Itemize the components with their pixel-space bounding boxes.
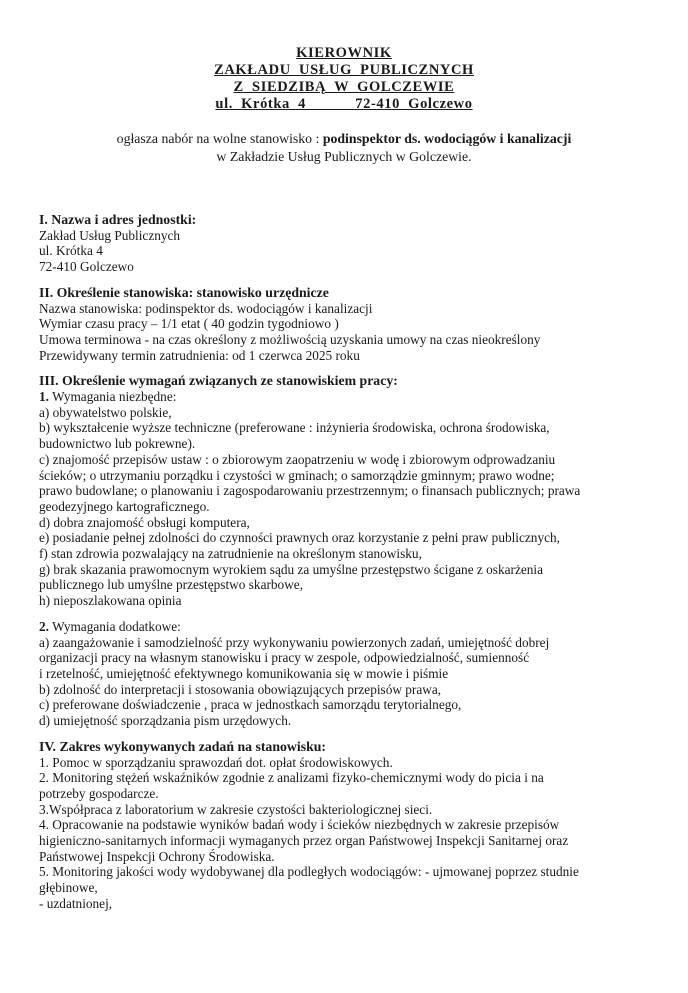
announcement	[0, 130, 688, 166]
task-line: 1. Pomoc w sporządzaniu sprawozdań dot. opłat środowiskowych.	[39, 754, 393, 770]
task-line: higieniczno-sanitarnych informacji wymaganych przez organ Państwowej Inspekcji Sanitarnej oraz	[39, 833, 569, 849]
header-institution: ZAKŁADU USŁUG PUBLICZNYCH	[214, 62, 474, 78]
document-header	[0, 45, 688, 113]
announcement-prefix: ogłasza nabór na wolne stanowisko :	[116, 131, 323, 146]
requirement-line: c) znajomość przepisów ustaw : o zbiorowym zaopatrzeniu w wodę i zbiorowym odprowadzaniu	[39, 451, 556, 467]
task-line: 4. Opracowanie na podstawie wyników badań wody i ścieków niezbędnych w zakresie przepisów	[39, 817, 560, 833]
section-2-line: Umowa terminowa - na czas określony z możliwością uzyskania umowy na czas nieokreślony	[39, 331, 541, 347]
announcement-location: w Zakładzie Usług Publicznych w Golczewie.	[216, 149, 472, 164]
requirements-additional-number: 2.	[39, 618, 49, 634]
additional-requirement-line: b) zdolność do interpretacji i stosowania obowiązujących przepisów prawa,	[39, 681, 442, 697]
section-1-line: ul. Krótka 4	[39, 243, 103, 259]
additional-requirement-line: c) preferowane doświadczenie , praca w jednostkach samorządu terytorialnego,	[39, 697, 462, 713]
additional-requirement-line: d) umiejętność sporządzania pism urzędowych.	[39, 713, 292, 729]
requirement-line: prawo budowlane; o planowaniu i zagospodarowaniu przestrzennym; o finansach publicznych; prawa	[39, 483, 581, 499]
requirement-line: a) obywatelstwo polskie,	[39, 404, 172, 420]
task-line: 2. Monitoring stężeń wskaźników zgodnie z analizami fizyko-chemicznymi wody do picia i na	[39, 770, 544, 786]
additional-requirement-line: organizacji pracy na własnym stanowisku i pracy w zespole, odpowiedzialność, sumienność	[39, 650, 530, 666]
section-1-line: 72-410 Golczewo	[39, 259, 134, 275]
section-2-title: II. Określenie stanowiska: stanowisko urzędnicze	[39, 284, 329, 300]
requirement-line: ścieków; o utrzymaniu porządku i czystości w gminach; o samorządzie gminnym; prawo wodne;	[39, 467, 555, 483]
section-2-line: Wymiar czasu pracy – 1/1 etat ( 40 godzin tygodniowo )	[39, 316, 339, 332]
requirements-essential-number: 1.	[39, 389, 49, 405]
header-address: ul. Krótka 4 72-410 Golczewo	[215, 96, 473, 112]
header-title: KIEROWNIK	[296, 45, 392, 61]
requirement-line: f) stan zdrowia pozwalający na zatrudnienie na określonym stanowisku,	[39, 546, 422, 562]
task-line: Państwowej Inspekcji Ochrony Środowiska.	[39, 848, 275, 864]
requirement-line: g) brak skazania prawomocnym wyrokiem sądu za umyślne przestępstwo ścigane z oskarżenia	[39, 561, 543, 577]
header-seat: Z SIEDZIBĄ W GOLCZEWIE	[233, 79, 455, 95]
section-2-line: Przewidywany termin zatrudnienia: od 1 czerwca 2025 roku	[39, 347, 360, 363]
task-line: - uzdatnionej,	[39, 895, 113, 911]
section-3-title: III. Określenie wymagań związanych ze stanowiskiem pracy:	[39, 373, 398, 389]
requirements-additional-label: Wymagania dodatkowe:	[48, 618, 181, 634]
requirement-line: publicznego lub umyślne przestępstwo skarbowe,	[39, 577, 304, 593]
requirements-essential-heading	[39, 389, 659, 405]
requirement-line: b) wykształcenie wyższe techniczne (preferowane : inżynieria środowiska, ochrona środowiska,	[39, 420, 550, 436]
requirements-additional-heading	[39, 619, 659, 635]
task-line: głębinowe,	[39, 880, 98, 896]
requirement-line: e) posiadanie pełnej zdolności do czynności prawnych oraz korzystanie z pełni praw publicznych,	[39, 530, 560, 546]
task-line: potrzeby gospodarcze.	[39, 785, 159, 801]
requirements-essential-label: Wymagania niezbędne:	[48, 389, 177, 405]
section-4-title: IV. Zakres wykonywanych zadań na stanowisku:	[39, 738, 327, 754]
requirement-line: budownictwo lub pokrewne).	[39, 436, 196, 452]
task-line: 5. Monitoring jakości wody wydobywanej dla podległych wodociągów: - ujmowanej poprzez studnie	[39, 864, 579, 880]
additional-requirement-line: a) zaangażowanie i samodzielność przy wykonywaniu powierzonych zadań, umiejętność dobrej	[39, 634, 550, 650]
additional-requirement-line: i rzetelność, umiejętność efektywnego komunikowania się w mowie i piśmie	[39, 665, 449, 681]
document-body	[39, 212, 659, 912]
section-1-line: Zakład Usług Publicznych	[39, 227, 181, 243]
section-2-line: Nazwa stanowiska: podinspektor ds. wodociągów i kanalizacji	[39, 300, 373, 316]
requirement-line: geodezyjnego kartograficznego.	[39, 498, 210, 514]
task-line: 3.Współpraca z laboratorium w zakresie czystości bakteriologicznej sieci.	[39, 801, 433, 817]
requirement-line: h) nieposzlakowana opinia	[39, 593, 182, 609]
section-1-title: I. Nazwa i adres jednostki:	[39, 212, 197, 227]
announcement-position: podinspektor ds. wodociągów i kanalizacji	[322, 131, 572, 146]
requirement-line: d) dobra znajomość obsługi komputera,	[39, 514, 250, 530]
